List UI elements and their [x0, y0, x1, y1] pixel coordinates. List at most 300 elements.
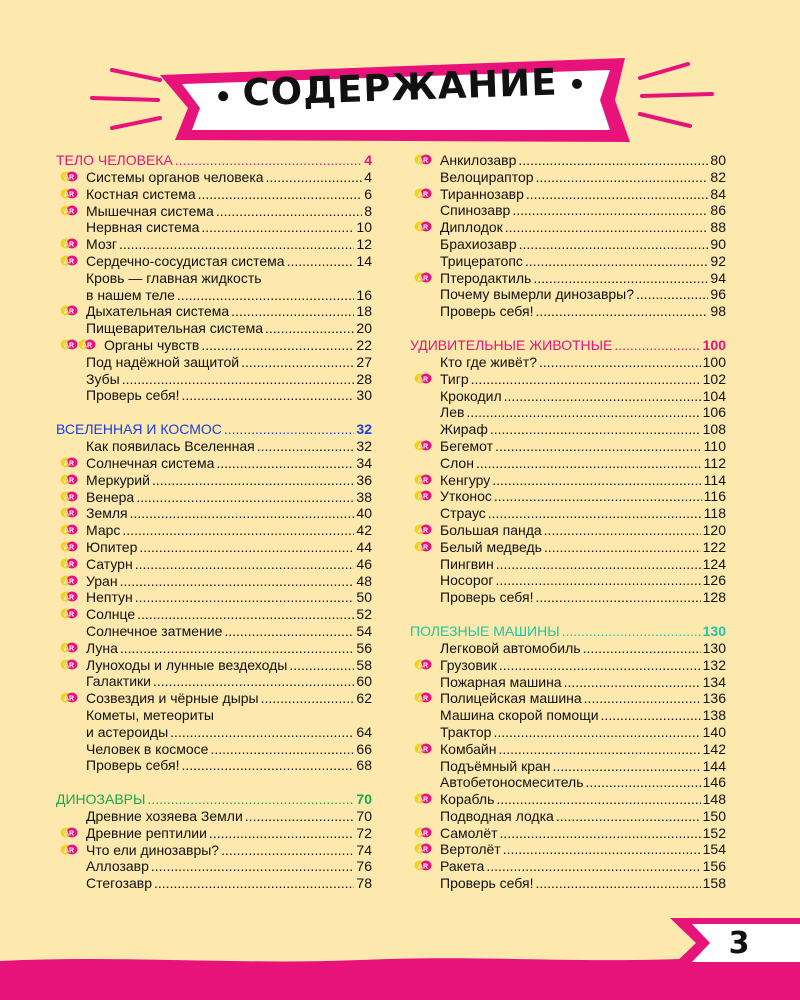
toc-entry[interactable]: [410, 303, 726, 320]
entry-title: Пингвин: [440, 555, 494, 572]
toc-entry[interactable]: [410, 556, 726, 573]
toc-entry[interactable]: [410, 505, 726, 522]
entry-title: Проверь себя!: [440, 303, 534, 320]
ar-badge-icon: [60, 608, 78, 619]
toc-entry[interactable]: [56, 505, 372, 522]
toc-section-heading[interactable]: [56, 152, 372, 169]
toc-entry[interactable]: [410, 169, 726, 186]
svg-text:AR: AR: [417, 796, 429, 804]
entry-title: Почему вымерли динозавры?: [440, 286, 635, 303]
svg-text:AR: AR: [417, 746, 429, 754]
entry-title: Под надёжной защитой: [86, 353, 240, 370]
svg-text:AR: AR: [63, 611, 75, 619]
toc-section-heading[interactable]: [410, 623, 726, 640]
entry-page-number: 82: [710, 168, 726, 185]
toc-entry[interactable]: [410, 286, 726, 303]
toc-entry[interactable]: [410, 572, 726, 589]
ar-badge-icon: [60, 659, 78, 670]
entry-page-number: 132: [702, 656, 726, 673]
toc-entry[interactable]: [410, 741, 726, 758]
ar-badge-icon: [414, 743, 432, 754]
dot-leader: [504, 388, 701, 404]
entry-page-number: 66: [356, 740, 372, 757]
dot-leader: [535, 875, 700, 891]
dot-leader: [525, 253, 709, 269]
toc-entry[interactable]: [56, 303, 372, 320]
toc-entry[interactable]: [410, 791, 726, 808]
toc-entry[interactable]: [56, 320, 372, 337]
toc-entry[interactable]: [56, 825, 372, 842]
toc-entry[interactable]: [56, 858, 372, 875]
dot-leader: [266, 169, 363, 185]
dot-leader: [556, 808, 701, 824]
toc-entry[interactable]: [56, 724, 372, 741]
svg-text:AR: AR: [63, 207, 75, 215]
toc-entry[interactable]: [410, 589, 726, 606]
entry-page-number: 106: [702, 404, 726, 421]
entry-page-number: 154: [702, 841, 726, 858]
toc-entry[interactable]: [56, 203, 372, 220]
dot-leader: [175, 152, 362, 168]
dot-leader: [224, 421, 355, 437]
ar-badge-icon: [60, 188, 78, 199]
dot-leader: [503, 841, 701, 857]
entry-page-number: 52: [356, 606, 372, 623]
ar-badge-icon: [60, 339, 78, 350]
entry-page-number: 94: [710, 269, 726, 286]
toc-entry[interactable]: [410, 421, 726, 438]
toc-entry[interactable]: [410, 674, 726, 691]
entry-title: Зубы: [86, 370, 120, 387]
entry-title: Машина скорой помощи: [440, 707, 599, 724]
ar-badge-icon: [414, 490, 432, 501]
page-number: 3: [728, 926, 750, 961]
dot-leader: [231, 303, 354, 319]
dot-leader: [492, 472, 701, 488]
dot-leader: [201, 219, 354, 235]
ar-badge-icon: [60, 541, 78, 552]
svg-text:AR: AR: [63, 544, 75, 552]
toc-entry[interactable]: [56, 472, 372, 489]
entry-page-number: 98: [710, 303, 726, 320]
dot-leader: [289, 657, 354, 673]
entry-page-number: 40: [356, 505, 372, 522]
ar-badge-icon: [414, 860, 432, 871]
entry-title: Костная система: [86, 185, 196, 202]
entry-title: Слон: [440, 454, 474, 471]
toc-section-heading[interactable]: [56, 421, 372, 438]
toc-entry[interactable]: [410, 539, 726, 556]
toc-entry[interactable]: [56, 287, 372, 304]
dot-leader: [181, 387, 354, 403]
dot-leader: [119, 236, 354, 252]
svg-text:AR: AR: [63, 241, 75, 249]
toc-entry[interactable]: [56, 573, 372, 590]
dot-leader: [265, 320, 354, 336]
entry-title: Мышечная система: [86, 202, 214, 219]
toc-entry[interactable]: [410, 657, 726, 674]
entry-title: Пищеварительная система: [86, 320, 264, 337]
ar-badge-icon: [414, 373, 432, 384]
toc-entry[interactable]: [56, 556, 372, 573]
entry-page-number: 104: [702, 387, 726, 404]
dot-leader: [476, 455, 702, 471]
ar-badge-icon: [60, 827, 78, 838]
dot-leader: [130, 505, 355, 521]
entry-page-number: 78: [356, 875, 372, 892]
svg-text:AR: AR: [417, 846, 429, 854]
entry-page-number: 68: [356, 757, 372, 774]
entry-page-number: 158: [702, 875, 726, 892]
entry-page-number: 60: [356, 673, 372, 690]
svg-text:AR: AR: [63, 561, 75, 569]
entry-page-number: 42: [356, 522, 372, 539]
toc-entry[interactable]: [410, 455, 726, 472]
toc-entry[interactable]: [410, 388, 726, 405]
toc-entry[interactable]: [56, 842, 372, 859]
entry-title: Проверь себя!: [440, 589, 534, 606]
entry-title: Трицератопс: [440, 252, 523, 269]
entry-title: Солнце: [86, 606, 136, 623]
entry-page-number: 22: [356, 336, 372, 353]
entry-page-number: 54: [356, 622, 372, 639]
svg-text:AR: AR: [417, 157, 429, 165]
section-page-number: 32: [356, 421, 372, 438]
ar-badge-icon: [414, 221, 432, 232]
toc-entry[interactable]: [410, 858, 726, 875]
toc-entry[interactable]: [56, 606, 372, 623]
svg-text:AR: AR: [63, 493, 75, 501]
svg-text:AR: AR: [417, 443, 429, 451]
entry-title: Как появилась Вселенная: [86, 438, 255, 455]
section-page-number: 100: [702, 336, 726, 353]
toc-entry[interactable]: [56, 337, 372, 354]
entry-page-number: 28: [356, 370, 372, 387]
dot-leader: [505, 219, 709, 235]
toc-entry[interactable]: [410, 354, 726, 371]
entry-title: Созвездия и чёрные дыры: [86, 690, 259, 707]
entry-title: Древние хозяева Земли: [86, 808, 243, 825]
entry-page-number: 34: [356, 454, 372, 471]
dot-leader: [261, 690, 355, 706]
toc-entry[interactable]: [410, 825, 726, 842]
toc-entry[interactable]: [410, 875, 726, 892]
toc-entry[interactable]: [56, 690, 372, 707]
toc-entry[interactable]: [410, 270, 726, 287]
toc-entry[interactable]: [410, 707, 726, 724]
section-title: ДИНОЗАВРЫ: [56, 791, 146, 808]
toc-entry[interactable]: [56, 387, 372, 404]
entry-title: Нервная система: [86, 219, 200, 236]
entry-page-number: 138: [702, 707, 726, 724]
entry-title: Жираф: [440, 421, 488, 438]
toc-entry[interactable]: [56, 169, 372, 186]
toc-entry[interactable]: [56, 673, 372, 690]
entry-title: Солнечная система: [86, 454, 215, 471]
bullet-icon: [218, 90, 228, 100]
toc-entry[interactable]: [56, 219, 372, 236]
entry-title: Кенгуру: [440, 471, 491, 488]
section-page-number: 130: [702, 622, 726, 639]
entry-title: Кровь — главная жидкость: [86, 269, 262, 286]
toc-entry[interactable]: [56, 623, 372, 640]
toc-entry-line[interactable]: [56, 707, 372, 724]
entry-title: Носорог: [440, 572, 494, 589]
entry-page-number: 116: [703, 488, 726, 505]
entry-title: Автобетоносмеситель: [440, 774, 584, 791]
dot-leader: [147, 791, 354, 807]
entry-title: Тигр: [440, 370, 469, 387]
entry-page-number: 152: [702, 824, 726, 841]
dot-leader: [493, 724, 700, 740]
toc-entry[interactable]: [56, 253, 372, 270]
svg-text:AR: AR: [63, 846, 75, 854]
entry-page-number: 18: [356, 303, 372, 320]
ar-badge-icon: [60, 255, 78, 266]
entry-page-number: 6: [364, 185, 372, 202]
entry-title: Юпитер: [86, 538, 138, 555]
entry-page-number: 108: [702, 421, 726, 438]
ar-badge-icon: [60, 491, 78, 502]
toc-entry[interactable]: [56, 539, 372, 556]
entry-title: Уран: [86, 572, 118, 589]
ar-badge-icon: [60, 844, 78, 855]
entry-title: Дыхательная система: [86, 303, 230, 320]
toc-entry[interactable]: [56, 455, 372, 472]
ar-badge-icon: [414, 793, 432, 804]
svg-text:AR: AR: [417, 695, 429, 703]
svg-text:AR: AR: [63, 695, 75, 703]
entry-page-number: 86: [710, 202, 726, 219]
entry-title: Мозг: [86, 236, 117, 253]
toc-entry[interactable]: [56, 875, 372, 892]
svg-text:AR: AR: [63, 460, 75, 468]
entry-title: Лев: [440, 404, 465, 421]
toc-entry[interactable]: [410, 202, 726, 219]
toc-entry[interactable]: [56, 522, 372, 539]
ar-badge-icon: [60, 692, 78, 703]
entry-title: Самолёт: [440, 824, 498, 841]
dot-leader: [499, 657, 701, 673]
entry-page-number: 80: [710, 152, 726, 168]
entry-page-number: 146: [702, 774, 726, 791]
dot-leader: [486, 858, 700, 874]
entry-page-number: 120: [702, 521, 726, 538]
dot-leader: [496, 791, 700, 807]
dot-leader: [496, 556, 701, 572]
entry-page-number: 38: [356, 488, 372, 505]
entry-title: Бегемот: [440, 437, 494, 454]
entry-page-number: 100: [702, 353, 726, 370]
dot-leader: [586, 774, 701, 790]
entry-title: Большая панда: [440, 521, 542, 538]
dot-leader: [135, 589, 355, 605]
entry-title: Сердечно-сосудистая система: [86, 252, 285, 269]
dot-leader: [136, 489, 354, 505]
svg-text:AR: AR: [63, 510, 75, 518]
ar-badge-icon: [60, 205, 78, 216]
svg-text:AR: AR: [417, 493, 429, 501]
entry-title: Спинозавр: [440, 202, 511, 219]
entry-title: Солнечное затмение: [86, 622, 223, 639]
dot-leader: [533, 270, 708, 286]
dot-leader: [245, 808, 355, 824]
toc-entry[interactable]: [410, 690, 726, 707]
entry-title: Проверь себя!: [86, 387, 180, 404]
entry-page-number: 27: [356, 353, 372, 370]
dot-leader: [135, 556, 355, 572]
entry-title: Земля: [86, 505, 128, 522]
dot-leader: [198, 186, 363, 202]
toc-entry[interactable]: [410, 472, 726, 489]
dot-leader: [153, 673, 354, 689]
ar-badge-icon: [60, 238, 78, 249]
dot-leader: [210, 741, 354, 757]
toc-entry[interactable]: [410, 152, 726, 169]
entry-page-number: 50: [356, 589, 372, 606]
entry-page-number: 88: [710, 219, 726, 236]
toc-entry[interactable]: [410, 186, 726, 203]
toc-entry[interactable]: [56, 657, 372, 674]
entry-title: Корабль: [440, 791, 495, 808]
toc-right-column: [410, 152, 726, 892]
dot-leader: [636, 286, 708, 302]
dot-leader: [490, 421, 701, 437]
toc-entry[interactable]: [410, 253, 726, 270]
entry-title: Трактор: [440, 723, 492, 740]
toc-entry[interactable]: [56, 757, 372, 774]
toc-entry[interactable]: [56, 808, 372, 825]
entry-title: Диплодок: [440, 219, 503, 236]
svg-text:AR: AR: [63, 477, 75, 485]
toc-entry[interactable]: [410, 841, 726, 858]
toc-entry[interactable]: [410, 488, 726, 505]
dot-leader: [216, 203, 362, 219]
toc-entry[interactable]: [410, 724, 726, 741]
section-title: УДИВИТЕЛЬНЫЕ ЖИВОТНЫЕ: [410, 336, 613, 353]
dot-leader: [122, 371, 355, 387]
toc-entry[interactable]: [410, 808, 726, 825]
ar-badge-icon: [414, 827, 432, 838]
entry-page-number: 46: [356, 555, 372, 572]
toc-entry[interactable]: [410, 404, 726, 421]
entry-title: Луна: [86, 639, 118, 656]
dot-leader: [512, 202, 708, 218]
entry-title: Птеродактиль: [440, 269, 532, 286]
dot-leader: [519, 236, 709, 252]
entry-page-number: 84: [710, 185, 726, 202]
dot-leader: [544, 522, 701, 538]
section-gap: [410, 320, 726, 337]
svg-text:AR: AR: [417, 190, 429, 198]
ar-badge-icon: [414, 154, 432, 165]
toc-entry[interactable]: [56, 640, 372, 657]
entry-title: Ракета: [440, 858, 485, 875]
svg-text:AR: AR: [63, 830, 75, 838]
toc-entry-line[interactable]: [56, 270, 372, 287]
toc-entry[interactable]: [56, 489, 372, 506]
section-gap: [410, 606, 726, 623]
toc-entry[interactable]: [56, 236, 372, 253]
entry-title: Аллозавр: [86, 858, 149, 875]
entry-page-number: 148: [702, 791, 726, 808]
entry-title: Легковой автомобиль: [440, 639, 581, 656]
dot-leader: [496, 572, 701, 588]
toc-entry[interactable]: [410, 522, 726, 539]
entry-title: Брахиозавр: [440, 235, 517, 252]
dot-leader: [201, 337, 354, 353]
toc-entry[interactable]: [410, 774, 726, 791]
toc-entry[interactable]: [56, 438, 372, 455]
section-title: ТЕЛО ЧЕЛОВЕКА: [56, 152, 173, 168]
entry-title: Меркурий: [86, 471, 150, 488]
entry-page-number: 48: [356, 572, 372, 589]
svg-text:AR: AR: [63, 258, 75, 266]
svg-text:AR: AR: [417, 544, 429, 552]
entry-page-number: 140: [702, 723, 726, 740]
entry-page-number: 62: [356, 690, 372, 707]
ar-badge-icon: [414, 541, 432, 552]
toc-entry[interactable]: [56, 589, 372, 606]
section-title: ПОЛЕЗНЫЕ МАШИНЫ: [410, 622, 560, 639]
entry-page-number: 112: [703, 454, 726, 471]
dot-leader: [495, 438, 702, 454]
toc-section-heading[interactable]: [410, 337, 726, 354]
entry-title: Венера: [86, 488, 135, 505]
toc-entry[interactable]: [56, 354, 372, 371]
entry-page-number: 64: [356, 723, 372, 740]
ar-badge-icon: [60, 558, 78, 569]
entry-title: в нашем теле: [86, 286, 175, 303]
toc-entry[interactable]: [410, 371, 726, 388]
dot-leader: [152, 472, 354, 488]
entry-page-number: 118: [703, 505, 726, 522]
entry-title: Подводная лодка: [440, 807, 554, 824]
toc-entry[interactable]: [410, 236, 726, 253]
dot-leader: [526, 186, 709, 202]
entry-page-number: 150: [702, 807, 726, 824]
toc-entry[interactable]: [410, 438, 726, 455]
entry-title: Органы чувств: [104, 336, 200, 353]
dot-leader: [583, 640, 701, 656]
toc-entry[interactable]: [410, 219, 726, 236]
toc-entry[interactable]: [56, 371, 372, 388]
entry-page-number: 56: [356, 639, 372, 656]
entry-page-number: 102: [702, 370, 726, 387]
toc-section-heading[interactable]: [56, 791, 372, 808]
entry-page-number: 32: [356, 438, 372, 455]
svg-text:AR: AR: [417, 527, 429, 535]
dot-leader: [257, 438, 355, 454]
title-banner: [0, 0, 800, 150]
svg-text:AR: AR: [81, 342, 93, 350]
dot-leader: [488, 505, 702, 521]
dot-leader: [564, 674, 701, 690]
toc-entry[interactable]: [410, 758, 726, 775]
entry-title: Комбайн: [440, 740, 497, 757]
dot-leader: [139, 539, 354, 555]
page-title: СОДЕРЖАНИЕ: [179, 58, 620, 116]
svg-text:AR: AR: [63, 645, 75, 653]
section-title: ВСЕЛЕННАЯ И КОСМОС: [56, 421, 222, 438]
entry-page-number: 144: [702, 757, 726, 774]
dot-leader: [120, 640, 355, 656]
toc-entry[interactable]: [56, 186, 372, 203]
entry-page-number: 20: [356, 320, 372, 337]
toc-entry[interactable]: [410, 640, 726, 657]
toc-entry[interactable]: [56, 741, 372, 758]
entry-title: Велоцираптор: [440, 168, 534, 185]
